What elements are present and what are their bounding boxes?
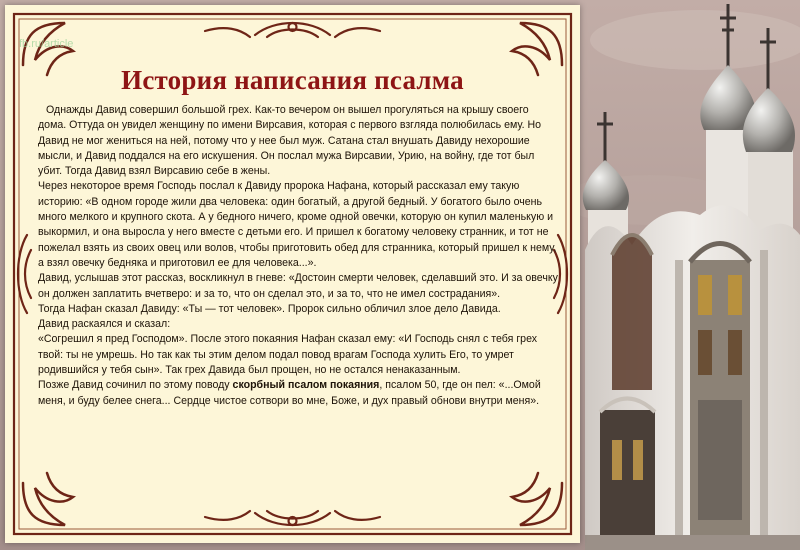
paragraph-5: Давид раскаялся и сказал: [38, 318, 171, 331]
paragraph-7 [38, 378, 558, 409]
text-slide [5, 5, 580, 543]
paragraph-6: «Согрешил я пред Господом». После этого покаяния Нафан сказал ему: «И Господь снял с тебя грех твой: ты не умрешь. Но так как ты этим делом подал повод врагам Господа хулить Его, то умрет родившийся у тебя сын». Так грех Давида был прощен, но не остался ненаказанным. [38, 333, 538, 377]
paragraph-7-end: , псалом 50, где он пел: «...Омой меня, и буду белее снега... Сердце чистое сотвори во мне, Боже, и дух правый обнови внутри меня». [38, 379, 541, 407]
psalm-highlight: скорбный псалом покаяния [232, 379, 380, 392]
paragraph-7-start: Позже Давид сочинил по этому поводу [38, 379, 233, 392]
paragraph-3: Давид, услышав этот рассказ, воскликнул в гневе: «Достоин смерти человек, сделавший это. И за овечку он должен заплатить вчетверо: и за то, что он сделал это, и за то, что не имел сострадания». [38, 272, 558, 300]
page-title: История написания псалма [121, 65, 464, 95]
paragraph-2: Через некоторое время Господь послал к Давиду пророка Нафана, который рассказал ему такую историю: «В одном городе жили два человека: один богатый, а другой бедный. У богатого было очень много мелкого и крупного скота. А у бедного ничего, кроме одной овечки, которую он купил маленькую и выкормил, и она выросла у него вместе с детьми его. И пришел к богатому человеку странник, и тот не пожелал взять из своих овец или волов, чтобы приготовить обед для странника, который пришел к нему, а взял овечку бедняка и приготовил ее для человека...». [38, 180, 557, 269]
watermark-text: fb.ru/article [19, 38, 74, 50]
paragraph-4: Тогда Нафан сказал Давиду: «Ты — тот человек». Пророк сильно обличил злое дело Давида. [38, 302, 501, 315]
paragraph-1: Однажды Давид совершил большой грех. Как-то вечером он вышел прогуляться на крышу своего дома. Оттуда он увидел женщину по имени Вирсавия, которая с первого взгляда полюбилась ему. Но Давид не мог жениться на ней, потому что у нее был муж. Сатана стал внушать Давиду нехорошие мысли, и Давид поддался на его искушения. Он послал мужа Вирсавии, Урию, на войну, где тот был убит. Тогда Давид взял Вирсавию себе в жены. [38, 104, 542, 178]
story-text [38, 103, 558, 409]
